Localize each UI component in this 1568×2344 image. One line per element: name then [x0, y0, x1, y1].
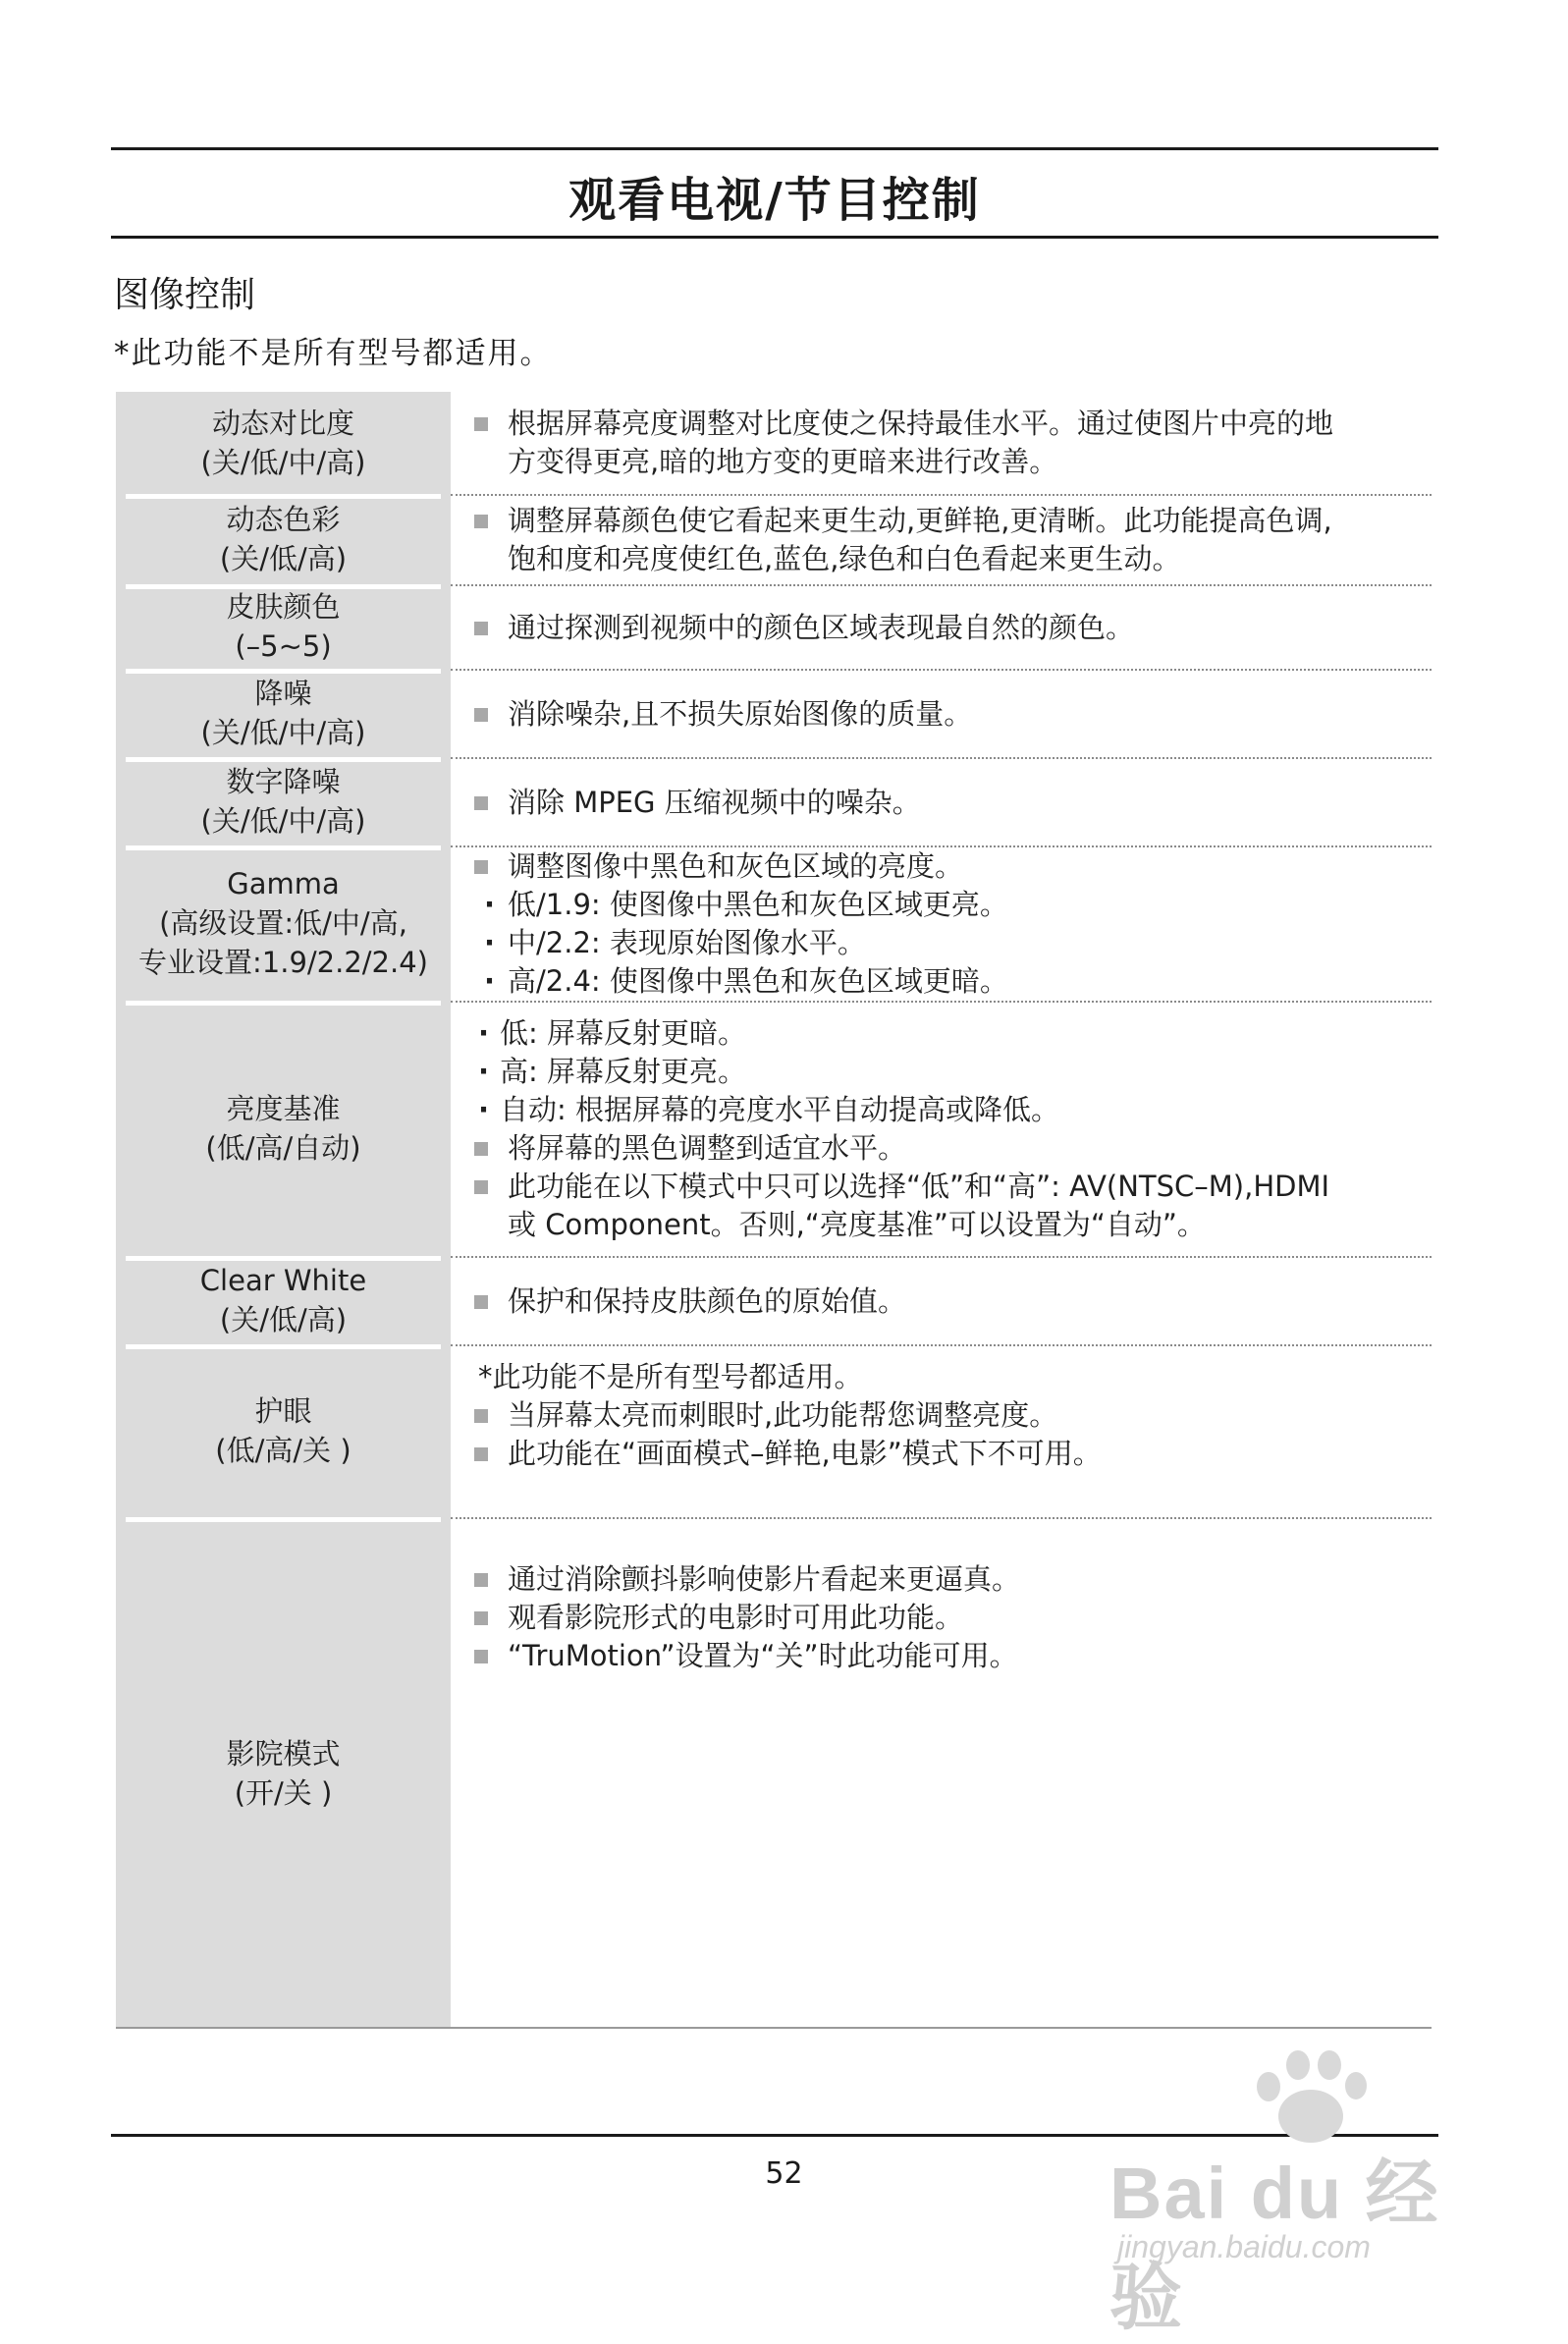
feature-options: (关/低/中/高) — [200, 446, 366, 479]
feature-description-cell — [451, 1344, 1432, 1517]
table-row — [116, 1517, 1432, 2029]
feature-options: (低/高/关 ) — [215, 1434, 351, 1467]
square-bullet-item: 消除噪杂,且不损失原始图像的质量。 — [470, 695, 1432, 734]
feature-options: (关/低/高) — [219, 1303, 348, 1336]
feature-options: (关/低/中/高) — [200, 804, 366, 838]
feature-name-cell — [116, 845, 451, 1001]
title-underline — [111, 236, 1438, 239]
watermark — [1100, 2043, 1473, 2338]
feature-name: 数字降噪 — [226, 765, 341, 798]
feature-name-cell — [116, 757, 451, 845]
feature-name-cell — [116, 494, 451, 584]
feature-name: 动态对比度 — [211, 407, 354, 440]
square-bullet-item: 消除 MPEG 压缩视频中的噪杂。 — [470, 784, 1432, 822]
feature-description-cell — [451, 1517, 1432, 2029]
table-row — [116, 494, 1432, 584]
table-row — [116, 392, 1432, 494]
feature-description-cell — [451, 845, 1432, 1001]
dot-bullet-item: · 高: 屏幕反射更亮。 — [470, 1053, 1432, 1091]
feature-options: (高级设置:低/中/高, — [159, 906, 407, 940]
table-row — [116, 1344, 1432, 1517]
watermark-brand: Bai du 经验 — [1109, 2153, 1440, 2338]
square-bullet-item: 此功能在以下模式中只可以选择“低”和“高”: AV(NTSC–M),HDMI — [470, 1168, 1432, 1206]
feature-name: 动态色彩 — [226, 503, 341, 536]
dot-bullet-item: · 低: 屏幕反射更暗。 — [470, 1014, 1432, 1053]
paw-icon — [1247, 2043, 1365, 2151]
top-rule — [111, 147, 1438, 150]
feature-options: (–5~5) — [235, 629, 332, 663]
availability-note: *此功能不是所有型号都适用。 — [114, 336, 553, 371]
feature-name: Gamma — [227, 867, 340, 900]
dot-bullet-item: · 中/2.2: 表现原始图像水平。 — [470, 924, 1432, 962]
feature-options: (开/关 ) — [234, 1775, 333, 1810]
feature-name: 降噪 — [254, 677, 312, 710]
square-bullet-item: 调整图像中黑色和灰色区域的亮度。 — [470, 847, 1432, 886]
feature-description-cell — [451, 392, 1432, 494]
feature-table — [116, 392, 1432, 2029]
square-bullet-item: 观看影院形式的电影时可用此功能。 — [470, 1599, 1432, 1637]
watermark-url: jingyan.baidu.com — [1117, 2229, 1371, 2264]
table-row — [116, 757, 1432, 845]
dot-bullet-item: · 低/1.9: 使图像中黑色和灰色区域更亮。 — [470, 886, 1432, 924]
continuation-line: 方变得更亮,暗的地方变的更暗来进行改善。 — [508, 445, 1058, 478]
continuation-line: 或 Component。否则,“亮度基准”可以设置为“自动”。 — [508, 1208, 1206, 1241]
continuation-line: 饱和度和亮度使红色,蓝色,绿色和白色看起来更生动。 — [508, 542, 1181, 575]
feature-description-cell — [451, 494, 1432, 584]
square-bullet-item: 根据屏幕亮度调整对比度使之保持最佳水平。通过使图片中亮的地 — [470, 405, 1432, 443]
feature-description-cell — [451, 1256, 1432, 1344]
feature-name-cell — [116, 669, 451, 757]
dot-bullet-item: · 高/2.4: 使图像中黑色和灰色区域更暗。 — [470, 962, 1432, 1001]
table-row — [116, 584, 1432, 669]
square-bullet-item: 调整屏幕颜色使它看起来更生动,更鲜艳,更清晰。此功能提高色调, — [470, 502, 1432, 540]
feature-options: (关/低/高) — [219, 542, 348, 575]
section-heading: 图像控制 — [114, 275, 256, 315]
feature-name-cell — [116, 1256, 451, 1344]
page-number: 52 — [765, 2156, 803, 2191]
square-bullet-item: 保护和保持皮肤颜色的原始值。 — [470, 1282, 1432, 1321]
feature-name-cell — [116, 584, 451, 669]
feature-name: 影院模式 — [226, 1736, 341, 1771]
feature-name-cell — [116, 392, 451, 494]
square-bullet-item: “TruMotion”设置为“关”时此功能可用。 — [470, 1637, 1432, 1675]
feature-options: 专业设置:1.9/2.2/2.4) — [138, 946, 428, 979]
feature-name: Clear White — [199, 1264, 367, 1297]
feature-name-cell — [116, 1344, 451, 1517]
feature-description-cell — [451, 1001, 1432, 1256]
square-bullet-item: 当屏幕太亮而刺眼时,此功能帮您调整亮度。 — [470, 1396, 1432, 1435]
dot-bullet-item: · 自动: 根据屏幕的亮度水平自动提高或降低。 — [470, 1091, 1432, 1129]
page-title: 观看电视/节目控制 — [568, 173, 981, 228]
feature-name-cell — [116, 1001, 451, 1256]
square-bullet-item: 通过消除颤抖影响使影片看起来更逼真。 — [470, 1560, 1432, 1599]
feature-description-cell — [451, 757, 1432, 845]
feature-description-cell — [451, 584, 1432, 669]
table-row — [116, 669, 1432, 757]
feature-name: 护眼 — [254, 1394, 312, 1428]
table-row — [116, 845, 1432, 1001]
table-row — [116, 1001, 1432, 1256]
feature-options: (低/高/自动) — [205, 1131, 361, 1165]
table-row — [116, 1256, 1432, 1344]
feature-name-cell — [116, 1517, 451, 2029]
note-line: *此功能不是所有型号都适用。 — [478, 1360, 863, 1393]
feature-name: 皮肤颜色 — [226, 590, 341, 624]
square-bullet-item: 将屏幕的黑色调整到适宜水平。 — [470, 1129, 1432, 1168]
feature-description-cell — [451, 669, 1432, 757]
square-bullet-item: 通过探测到视频中的颜色区域表现最自然的颜色。 — [470, 609, 1432, 647]
feature-options: (关/低/中/高) — [200, 716, 366, 749]
feature-name: 亮度基准 — [226, 1092, 341, 1125]
square-bullet-item: 此功能在“画面模式–鲜艳,电影”模式下不可用。 — [470, 1435, 1432, 1473]
